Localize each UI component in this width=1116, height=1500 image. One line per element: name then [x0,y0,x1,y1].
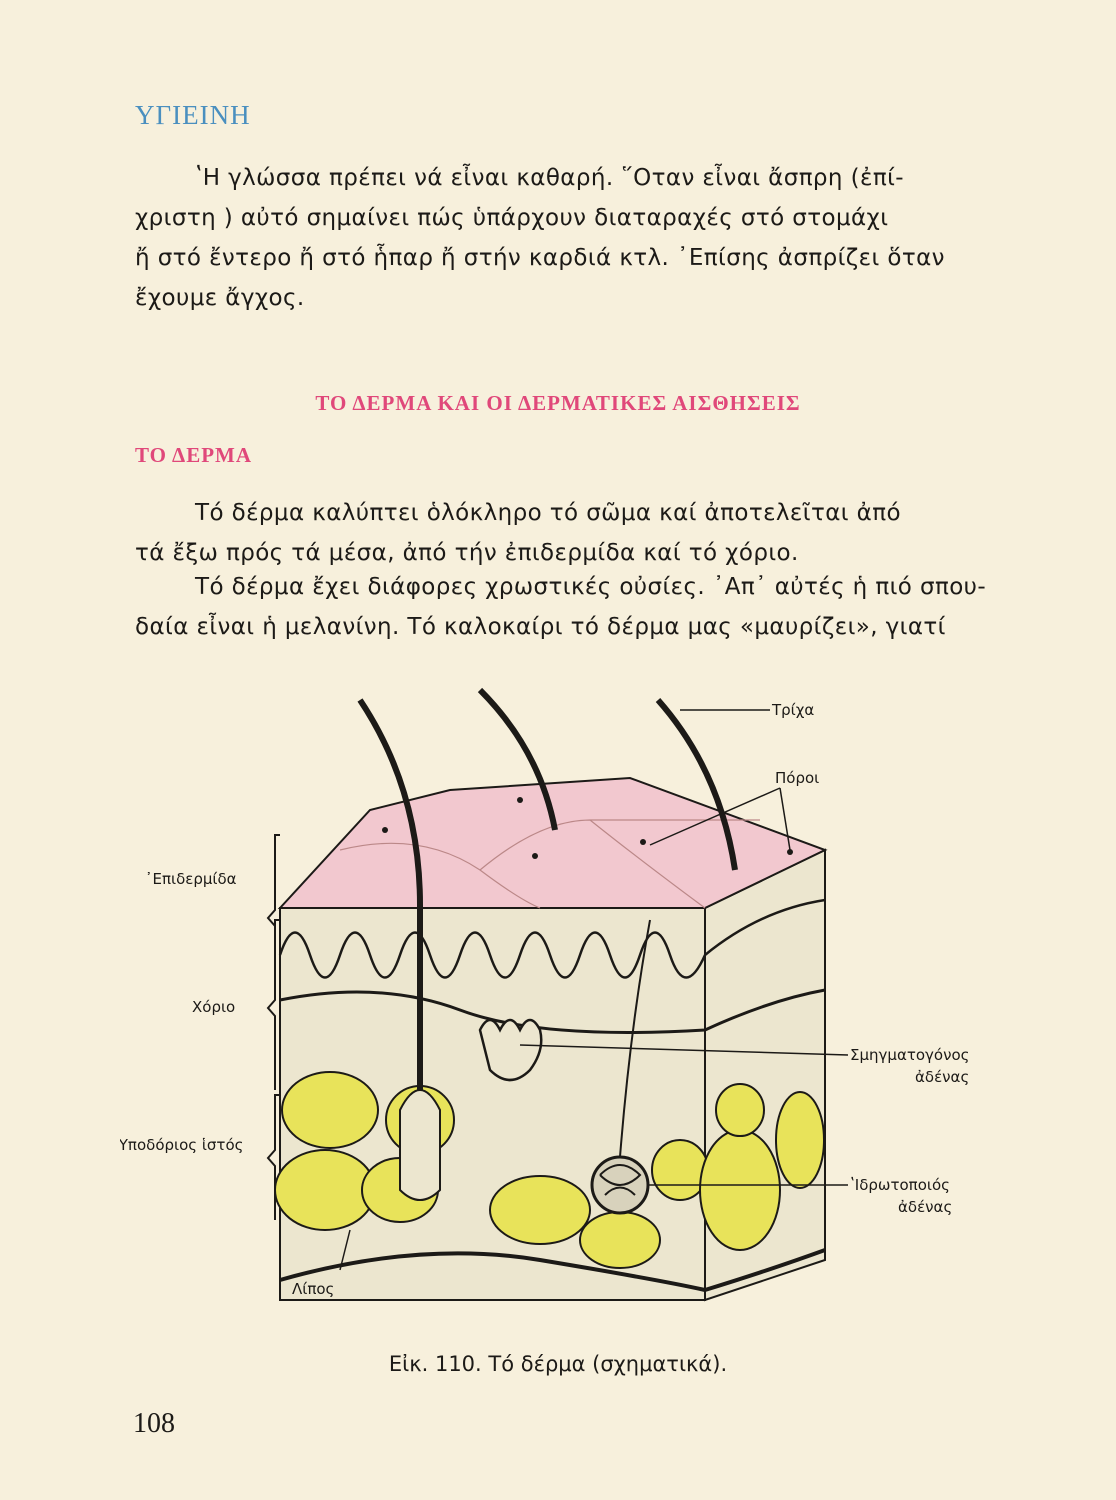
subsection-title: ΤΟ ΔΕΡΜΑ [135,443,253,467]
text-line: Τό δέρμα ἔχει διάφορες χρωστικές οὐσίες. ᾿Απ᾿ αὐτές ἡ πιό σπου- [195,574,987,600]
figure-caption: Εἰκ. 110. Τό δέρμα (σχηματικά). [388,1352,728,1376]
skin-cross-section-diagram [120,670,1000,1330]
epidermis-bracket [268,835,280,930]
label-sebaceous-1: Σμηγματογόνος [850,1046,970,1064]
text-line: χριστη ) αὐτό σημαίνει πώς ὑπάρχουν διαταραχές στό στομάχι [135,205,889,231]
skin-diagram-figure [120,670,1000,1330]
text-line: ἤ στό ἔντερο ἤ στό ἧπαρ ἤ στήν καρδιά κτλ. ᾿Επίσης ἀσπρίζει ὅταν [135,245,945,271]
pore-dot [532,853,538,859]
label-sebaceous-2: ἀδένας [915,1068,970,1086]
page-heading: ΥΓΙΕΙΝΗ [135,100,251,130]
text-line: ʽΗ γλώσσα πρέπει νά εἶναι καθαρή. ῞Οταν εἶναι ἄσπρη (ἐπί- [195,165,904,191]
label-dermis: Χόριο [192,998,236,1016]
label-epidermis: ᾿Επιδερμίδα [145,870,237,888]
pore-dot [517,797,523,803]
label-fat: Λίπος [292,1280,335,1298]
label-sweat-1: ʽΙδρωτοποιός [850,1176,950,1194]
pore-dot [382,827,388,833]
hygiene-paragraph [135,158,995,318]
pore-dot [640,839,646,845]
text-line: Τό δέρμα καλύπτει ὁλόκληρο τό σῶμα καί ἀποτελεῖται ἀπό [195,500,901,526]
label-sweat-2: ἀδένας [898,1198,953,1216]
hair-follicle [400,1090,440,1200]
section-title: ΤΟ ΔΕΡΜΑ ΚΑΙ ΟΙ ΔΕΡΜΑΤΙΚΕΣ ΑΙΣΘΗΣΕΙΣ [315,391,801,415]
text-line: τά ἔξω πρός τά μέσα, ἀπό τήν ἐπιδερμίδα καί τό χόριο. [135,540,799,566]
skin-paragraph-1 [135,493,995,573]
label-hair: Τρίχα [772,701,815,719]
dermis-bracket [268,920,280,1090]
epidermis-surface [280,778,825,908]
skin-paragraph-2 [135,567,995,647]
label-pores: Πόροι [775,769,820,787]
page-number: 108 [133,1408,175,1439]
text-line: δαία εἶναι ἡ μελανίνη. Τό καλοκαίρι τό δέρμα μας «μαυρίζει», γιατί [135,614,946,640]
text-line: ἔχουμε ἄγχος. [135,285,305,311]
label-subcutaneous: ʽΥποδόριος ἱστός [120,1136,244,1154]
